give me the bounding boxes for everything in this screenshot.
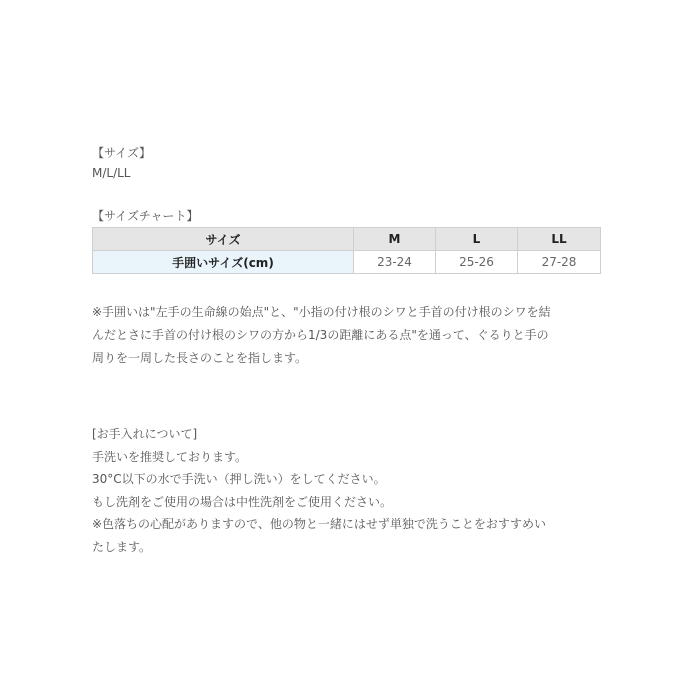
size-chart-table xyxy=(92,227,601,274)
note-line: 周りを一周した長さのことを指します。 xyxy=(92,351,308,365)
size-chart-header-label: サイズ xyxy=(93,228,354,251)
care-instructions xyxy=(92,423,607,558)
size-chart-header-m: M xyxy=(354,228,436,251)
care-line: ※色落ちの心配がありますので、他の物と一緒にはせず単独で洗うことをおすすめい xyxy=(92,517,546,531)
hand-circumference-label: 手囲いサイズ(cm) xyxy=(93,251,354,274)
note-line: んだとさに手首の付け根のシワの方から1/3の距離にある点"を通って、ぐるりと手の xyxy=(92,328,549,342)
size-chart-body-row xyxy=(93,251,601,274)
hand-circumference-m: 23-24 xyxy=(354,251,436,274)
hand-circumference-l: 25-26 xyxy=(436,251,518,274)
size-chart-heading: 【サイズチャート】 xyxy=(92,209,199,223)
size-heading: 【サイズ】 xyxy=(92,146,152,160)
size-chart-header-l: L xyxy=(436,228,518,251)
size-chart-header-ll: LL xyxy=(518,228,601,251)
size-chart-section xyxy=(92,206,607,274)
size-section xyxy=(92,143,607,183)
note-line: ※手囲いは"左手の生命線の始点"と、"小指の付け根のシワと手首の付け根のシワを結 xyxy=(92,305,551,319)
size-chart-header-row xyxy=(93,228,601,251)
size-list: M/L/LL xyxy=(92,166,131,180)
care-line: 手洗いを推奨しております。 xyxy=(92,449,248,464)
measurement-note xyxy=(92,301,607,370)
hand-circumference-ll: 27-28 xyxy=(518,251,601,274)
care-line: もし洗剤をご使用の場合は中性洗剤をご使用ください。 xyxy=(92,494,393,509)
care-line: 30°C以下の水で手洗い（押し洗い）をしてください。 xyxy=(92,472,386,486)
care-heading: [お手入れについて] xyxy=(92,427,198,441)
care-line: たします。 xyxy=(92,539,152,554)
